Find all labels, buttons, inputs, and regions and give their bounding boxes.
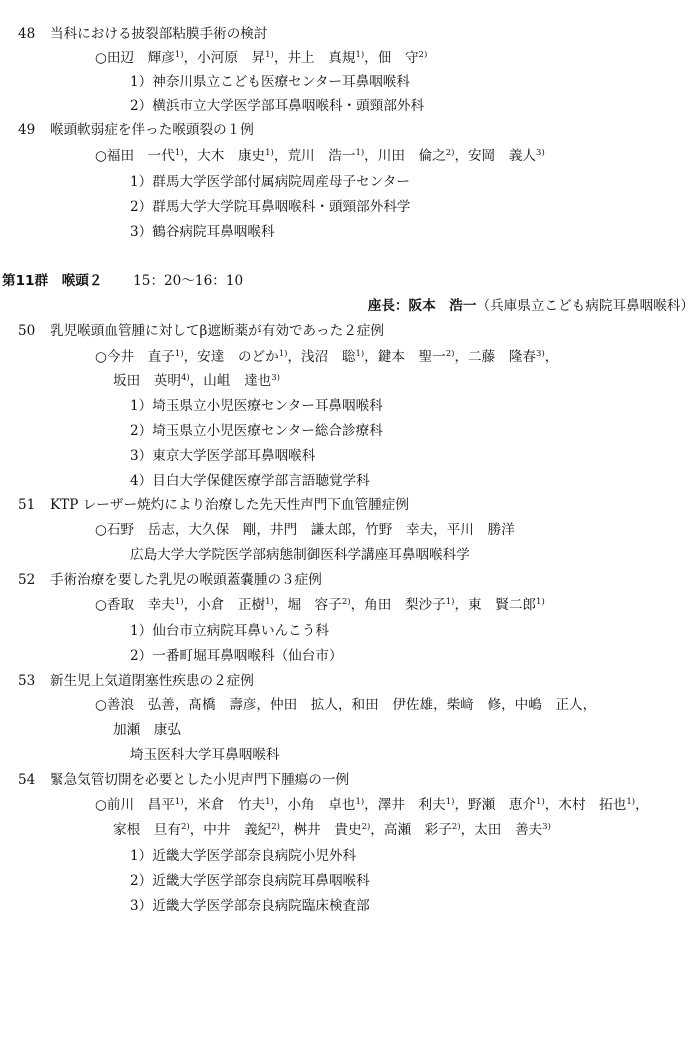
presentation-title: KTP レーザー焼灼により治療した先天性声門下血管腫症例 xyxy=(50,497,409,513)
session-time: 15：20〜16：10 xyxy=(133,273,244,289)
presentation-title: 喉頭軟弱症を伴った喉頭裂の１例 xyxy=(50,122,254,138)
chair-line xyxy=(368,298,694,314)
author-list-continued: 家根 旦有$^{2)}$，中井 義紀$^{2)}$，桝井 貴史$^{2)}$，高瀬 彩子$^{2)}$，太田 善夫$^{3)}$ xyxy=(113,822,551,838)
affiliation: 2）群馬大学大学院耳鼻咽喉科・頭頸部外科学 xyxy=(130,199,411,215)
presentation-number: 49 xyxy=(18,122,36,138)
presentation-number: 54 xyxy=(18,772,36,788)
affiliation: 1）仙台市立病院耳鼻いんこう科 xyxy=(130,623,329,639)
author-list-continued: 坂田 英明$^{4)}$，山岨 達也$^{3)}$ xyxy=(113,373,280,389)
author-list: ○前川 昌平$^{1)}$，米倉 竹夫$^{1)}$，小角 卓也$^{1)}$，澤井 利夫$^{1)}$，野瀬 恵介$^{1)}$，木村 拓也$^{1)}$， xyxy=(95,797,649,813)
affiliation: 1）近畿大学医学部奈良病院小児外科 xyxy=(130,848,357,864)
affiliation: 3）近畿大学医学部奈良病院臨床検査部 xyxy=(130,898,370,914)
chair-name: 阪本 浩一 xyxy=(408,298,477,314)
presentation-title: 乳児喉頭血管腫に対してβ遮断薬が有効であった２症例 xyxy=(50,323,384,339)
affiliation: 3）鶴谷病院耳鼻咽喉科 xyxy=(130,224,275,240)
author-list: ○香取 幸夫$^{1)}$，小倉 正樹$^{1)}$，堀 容子$^{2)}$，角田 梨沙子$^{1)}$，東 賢二郎$^{1)}$ xyxy=(95,597,545,613)
author-list-continued: 加瀬 康弘 xyxy=(113,722,181,738)
presentation-number: 48 xyxy=(18,26,36,42)
affiliation: 2）近畿大学医学部奈良病院耳鼻咽喉科 xyxy=(130,873,370,889)
affiliation: 1）群馬大学医学部付属病院周産母子センター xyxy=(130,174,410,190)
chair-affiliation: （兵庫県立こども病院耳鼻咽喉科） xyxy=(476,298,694,314)
presentation-number: 52 xyxy=(18,572,36,588)
author-list: ○石野 岳志，大久保 剛，井門 謙太郎，竹野 幸夫，平川 勝洋 xyxy=(95,522,515,538)
affiliation: 1）神奈川県立こども医療センター耳鼻咽喉科 xyxy=(130,74,410,90)
session-header xyxy=(2,273,243,289)
affiliation: 2）埼玉県立小児医療センター総合診療科 xyxy=(130,423,383,439)
author-list: ○善浪 弘善，髙橋 壽彦，仲田 拡人，和田 伊佐雄，柴﨑 修，中嶋 正人， xyxy=(95,697,597,713)
chair-label: 座長： xyxy=(367,298,409,314)
author-list: ○田辺 輝彦$^{1)}$，小河原 昇$^{1)}$，井上 真規$^{1)}$，佃 守$^{2)}$ xyxy=(95,50,428,66)
session-label: 第11群 喉頭２ xyxy=(2,273,103,289)
affiliation: 1）埼玉県立小児医療センター耳鼻咽喉科 xyxy=(130,398,383,414)
presentation-title: 手術治療を要した乳児の喉頭蓋嚢腫の３症例 xyxy=(50,572,322,588)
presentation-number: 51 xyxy=(18,497,36,513)
affiliation: 広島大学大学院医学部病態制御医科学講座耳鼻咽喉科学 xyxy=(130,547,470,563)
affiliation: 2）横浜市立大学医学部耳鼻咽喉科・頭頸部外科 xyxy=(130,98,425,114)
affiliation: 4）目白大学保健医療学部言語聴覚学科 xyxy=(130,473,370,489)
presentation-title: 新生児上気道閉塞性疾患の２症例 xyxy=(50,673,254,689)
presentation-number: 50 xyxy=(18,323,36,339)
author-list: ○今井 直子$^{1)}$，安達 のどか$^{1)}$，浅沼 聡$^{1)}$，鍵本 聖一$^{2)}$，二藤 隆春$^{3)}$， xyxy=(95,349,559,365)
author-list: ○福田 一代$^{1)}$，大木 康史$^{1)}$，荒川 浩一$^{1)}$，川田 倫之$^{2)}$，安岡 義人$^{3)}$ xyxy=(95,148,545,164)
affiliation: 2）一番町堀耳鼻咽喉科（仙台市） xyxy=(130,648,343,664)
presentation-title: 当科における披裂部粘膜手術の検討 xyxy=(50,26,268,42)
presentation-number: 53 xyxy=(18,673,36,689)
affiliation: 3）東京大学医学部耳鼻咽喉科 xyxy=(130,448,316,464)
affiliation: 埼玉医科大学耳鼻咽喉科 xyxy=(130,747,280,763)
presentation-title: 緊急気管切開を必要とした小児声門下腫瘍の一例 xyxy=(50,772,350,788)
